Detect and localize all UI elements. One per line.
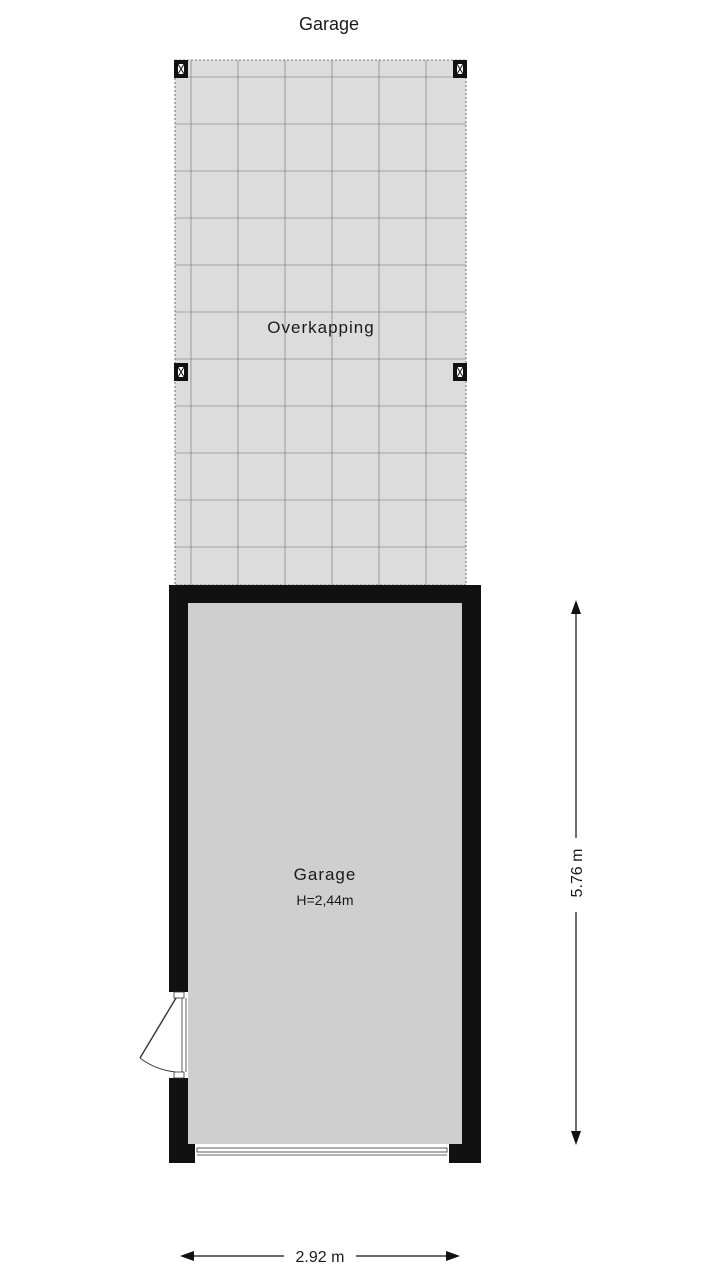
page-title: Garage (298, 14, 360, 34)
side-door-frame-top (174, 992, 184, 998)
canopy-area (174, 60, 467, 585)
depth-label: 5.76 m (569, 848, 586, 898)
garage-door (197, 1148, 447, 1152)
garage-label: Garage (293, 865, 357, 884)
canopy-post (174, 363, 188, 381)
width-dimension (180, 1249, 460, 1266)
arrowhead-up (571, 600, 581, 614)
canopy-post (453, 60, 467, 78)
garage-room (140, 585, 481, 1163)
canopy-label: Overkapping (267, 318, 375, 337)
canopy-post (453, 363, 467, 381)
depth-dimension (569, 600, 586, 1145)
canopy-post (174, 60, 188, 78)
width-label: 2.92 m (295, 1249, 345, 1266)
side-door-frame-bottom (174, 1072, 184, 1078)
arrowhead-right (446, 1251, 460, 1261)
arrowhead-down (571, 1131, 581, 1145)
garage-height: H=2,44m (296, 892, 354, 908)
garage-door-opening (195, 1144, 449, 1163)
arrowhead-left (180, 1251, 194, 1261)
